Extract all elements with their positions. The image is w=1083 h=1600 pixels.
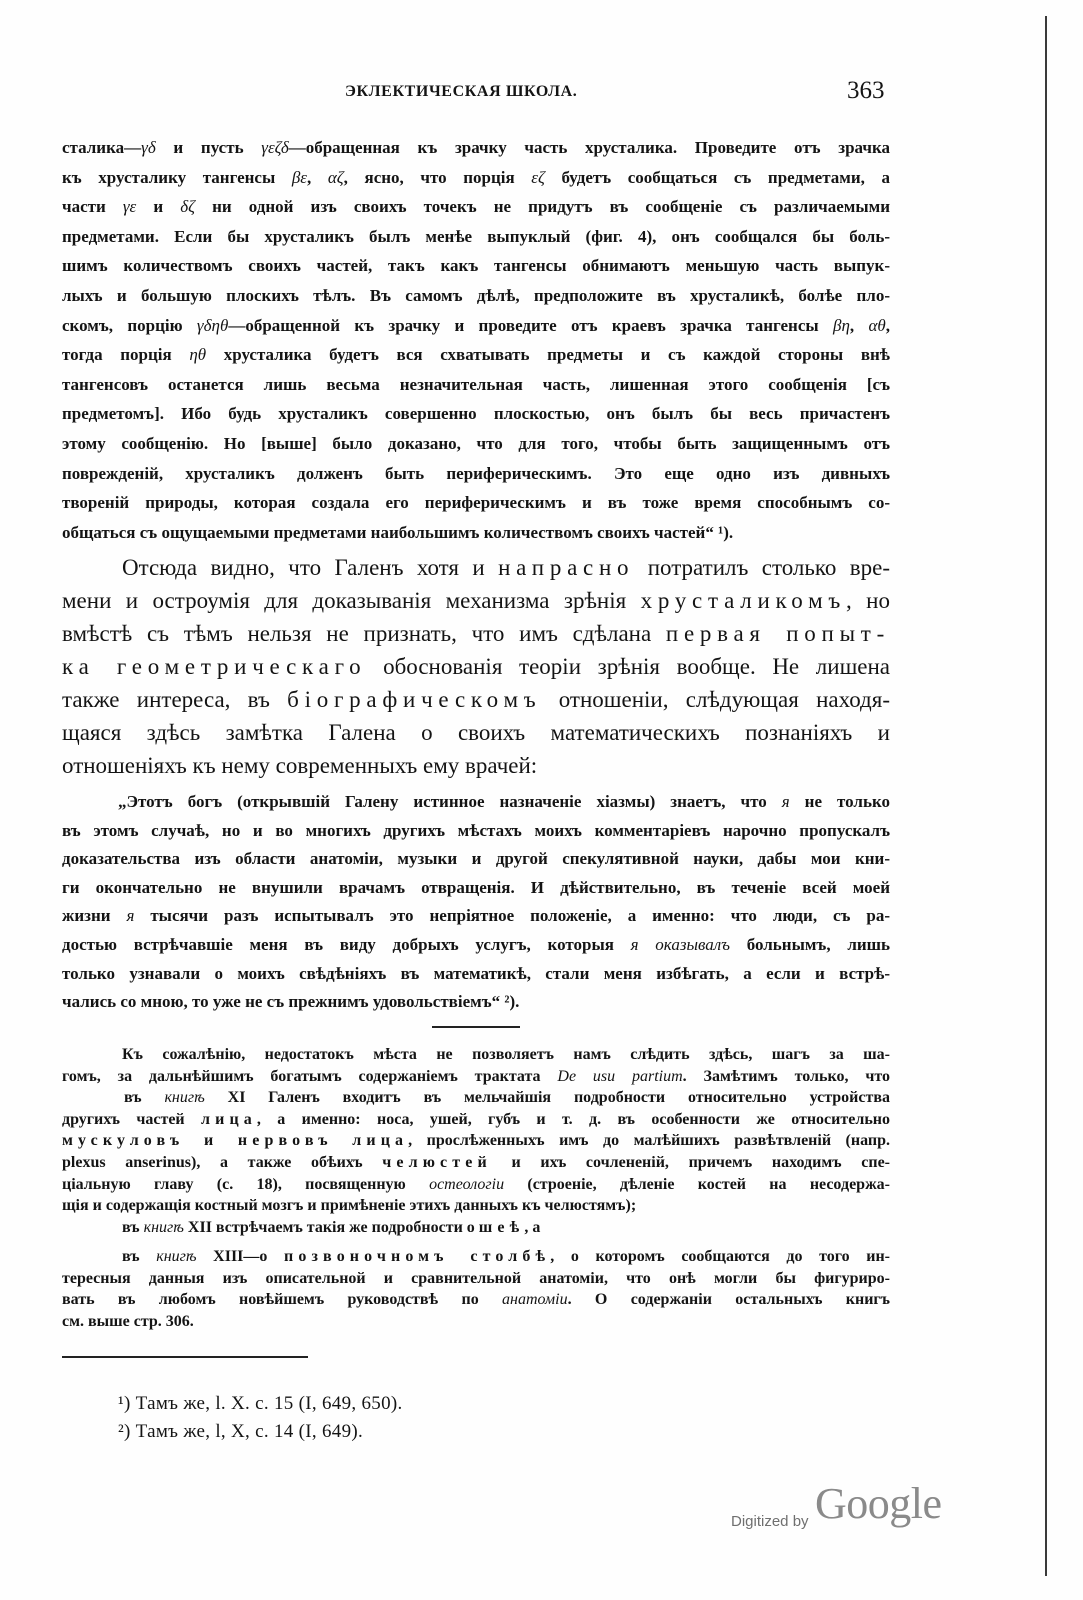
text-run: въ xyxy=(124,1089,165,1107)
spaced-emphasis: челюстей xyxy=(382,1153,492,1171)
text-run: , xyxy=(307,167,328,187)
text-run: къ хрусталику тангенсы xyxy=(62,167,292,187)
text-line xyxy=(62,788,890,817)
footnote-rule xyxy=(62,1356,308,1358)
text-run: ги окончательно не внушили врачамъ отвращенія. И дѣйствительно, въ теченіе всей моей xyxy=(62,877,890,897)
greek-symbol: δζ xyxy=(180,197,196,217)
text-run: щаяся здѣсь замѣтка Галена о своихъ математическихъ познаніяхъ и xyxy=(62,720,890,745)
text-line xyxy=(62,716,890,749)
digitized-by-label: Digitized by xyxy=(731,1513,809,1530)
text-run: этому сообщенію. Но [выше] было доказано, что для того, чтобы быть защищеннымъ отъ xyxy=(62,433,890,453)
text-run: XIII—о xyxy=(196,1248,285,1265)
spaced-emphasis: мускуловъ и нервовъ лица xyxy=(62,1132,409,1150)
text-run: другихъ частей xyxy=(62,1110,202,1128)
text-line xyxy=(62,370,890,400)
text-run: , а xyxy=(524,1219,541,1236)
text-line xyxy=(62,1311,890,1333)
text-line xyxy=(62,960,890,989)
text-run: лыхъ и большую плоскихъ тѣлъ. Въ самомъ дѣлѣ, предположите въ хрусталикѣ, болѣе пло- xyxy=(62,285,890,305)
text-line xyxy=(62,817,890,846)
italic-text: книгѣ xyxy=(156,1248,197,1265)
text-run: Отсюда видно, что Галенъ хотя и xyxy=(122,555,499,580)
text-line xyxy=(62,1152,890,1174)
text-run: щія и содержащія костный мозгъ и примѣненіе этихъ данныхъ къ челюстямъ); xyxy=(62,1197,637,1215)
text-line xyxy=(62,1246,890,1268)
text-line xyxy=(62,459,890,489)
text-run: и пусть xyxy=(155,138,262,157)
text-line xyxy=(62,1195,890,1217)
text-line xyxy=(62,281,890,311)
text-run: plexus anserinus), а также обѣихъ xyxy=(62,1153,383,1171)
text-run: отношеніи, слѣдующая находя- xyxy=(541,687,890,712)
greek-symbol: βε xyxy=(291,167,308,187)
text-run: ни одной изъ своихъ точекъ не придутъ въ сообщеніе съ различаемыми xyxy=(195,197,891,217)
text-line xyxy=(62,1130,890,1152)
text-line xyxy=(62,251,890,281)
text-line xyxy=(62,311,890,341)
text-line xyxy=(62,988,890,1017)
text-line xyxy=(62,551,890,584)
italic-text: книгѣ xyxy=(164,1089,205,1107)
text-run: хрусталика будетъ вся схватывать предметы и съ каждой стороны внѣ xyxy=(206,345,890,365)
text-line xyxy=(62,163,890,193)
text-line xyxy=(62,488,890,518)
text-run: —обращенной къ зрачку и проведите отъ краевъ зрачка тангенсы xyxy=(228,315,833,335)
text-run: . О содержаніи остальныхъ книгъ xyxy=(567,1291,891,1309)
spaced-emphasis: лица xyxy=(201,1110,257,1128)
text-line xyxy=(62,650,890,683)
text-run: твореній природы, которая создала его периферическимъ и въ тоже время способнымъ со- xyxy=(62,493,890,513)
text-line xyxy=(62,584,890,617)
text-run: достью встрѣчавшіе меня въ виду добрыхъ услугъ, которыя xyxy=(62,934,631,954)
italic-text: книгѣ xyxy=(143,1219,184,1236)
text-run: XI Галенъ входитъ въ мельчайшія подробности относительно устройства xyxy=(204,1089,890,1107)
spaced-emphasis: шеѣ xyxy=(478,1219,525,1236)
text-run: вать въ любомъ новѣйшемъ руководствѣ по xyxy=(62,1291,503,1309)
scan-edge-line xyxy=(1045,16,1047,1576)
text-run: общаться съ ощущаемыми предметами наибольшимъ количествомъ своихъ частей“ ¹). xyxy=(62,522,734,542)
text-run: , xyxy=(885,315,891,335)
text-run: будетъ сообщаться съ предметами, а xyxy=(544,167,890,187)
text-run: мени и остроумія для доказыванія механизма зрѣнія xyxy=(62,588,641,613)
text-run: . Замѣтимъ только, что xyxy=(682,1067,891,1085)
text-run: , о которомъ сообщаются до того ин- xyxy=(550,1248,891,1265)
text-run: XII встрѣчаемъ такія же подробности о xyxy=(183,1219,479,1236)
text-run: только узнавали о моихъ свѣдѣніяхъ въ математикѣ, стали меня избѣгать, а если и встрѣ- xyxy=(62,963,890,983)
text-run: тересныя данныя изъ описательной и сравнительной анатоміи, что онѣ могли бы фигуриро- xyxy=(62,1269,890,1287)
spaced-emphasis: напрасно xyxy=(498,555,635,580)
paragraph-book-xiii xyxy=(62,1246,890,1332)
text-run: тысячи разъ испытывалъ это непріятное положеніе, а именно: что люди, съ ра- xyxy=(134,906,890,926)
greek-symbol: γεζδ xyxy=(261,138,289,157)
text-line xyxy=(62,518,890,548)
text-run: потратилъ столько вре- xyxy=(634,555,890,580)
paragraph-galen-geometry xyxy=(62,551,890,782)
text-run: чались со мною, то уже не съ прежнимъ удовольствіемъ“ ²). xyxy=(62,992,520,1012)
greek-symbol: εζ xyxy=(531,167,545,187)
text-line xyxy=(62,1044,890,1066)
text-run: части xyxy=(62,197,123,217)
text-run: , прослѣженныхъ имъ до малѣйшихъ развѣтвленій (напр. xyxy=(408,1132,891,1150)
text-line xyxy=(62,1087,890,1109)
text-run: больнымъ, лишь xyxy=(729,934,890,954)
text-run: вмѣстѣ съ тѣмъ нельзя не признать, что имъ сдѣлана xyxy=(62,621,666,646)
text-run: въ xyxy=(122,1219,144,1236)
text-run: (строеніе, дѣленіе костей на несодержа- xyxy=(504,1175,890,1193)
running-head-title: ЭКЛЕКТИЧЕСКАЯ ШКОЛА. xyxy=(345,83,578,100)
paragraph-lens-quote-end xyxy=(62,133,890,547)
text-line xyxy=(62,1217,890,1239)
text-run: сталика— xyxy=(62,138,142,157)
google-logo: Google xyxy=(815,1479,942,1528)
greek-symbol: γδ xyxy=(141,138,156,157)
text-line xyxy=(62,1109,890,1131)
paragraph-book-xii xyxy=(62,1217,890,1239)
text-run: ціальную главу (с. 18), посвященную xyxy=(62,1175,430,1193)
text-run: предметами. Если бы хрусталикъ былъ менѣе выпуклый (фиг. 4), онъ сообщался бы боль- xyxy=(62,226,890,246)
footnote-1: ¹) Тамъ же, l. X. c. 15 (I, 649, 650). xyxy=(118,1393,403,1414)
paragraph-galen-math-quote xyxy=(62,788,890,1017)
footnote-2: ²) Тамъ же, l, X, c. 14 (I, 649). xyxy=(118,1421,364,1442)
text-line xyxy=(62,749,890,782)
greek-symbol: γδηθ xyxy=(196,315,229,335)
text-run: и ихъ сочлененій, причемъ находимъ спе- xyxy=(491,1153,890,1171)
text-line xyxy=(62,429,890,459)
text-run: , но xyxy=(846,588,890,613)
text-run: поврежденій, хрусталикъ долженъ быть периферическимъ. Это еще одно изъ дивныхъ xyxy=(62,463,890,483)
text-run: тангенсовъ останется лишь весьма незначительная часть, лишенная этого сообщенія [съ xyxy=(62,374,890,394)
text-run: не только xyxy=(789,792,891,811)
text-line xyxy=(62,931,890,960)
greek-symbol: αζ xyxy=(327,167,344,187)
greek-symbol: γε xyxy=(122,197,137,217)
text-run: , xyxy=(849,315,869,335)
text-line xyxy=(62,874,890,903)
text-line xyxy=(62,222,890,252)
text-line xyxy=(62,340,890,370)
text-line xyxy=(62,1268,890,1290)
text-run: —обращенная къ зрачку часть хрусталика. Проведите отъ зрачка xyxy=(288,138,891,157)
text-run: , а именно: носа, ушей, губъ и т. д. въ особенности же относительно xyxy=(256,1110,890,1128)
text-line xyxy=(62,902,890,931)
italic-text: я xyxy=(126,906,135,926)
text-line xyxy=(62,1066,890,1088)
page-number: 363 xyxy=(847,77,885,104)
text-line xyxy=(62,617,890,650)
text-run: въ xyxy=(122,1248,157,1265)
text-run: отношеніяхъ къ нему современныхъ ему врачей: xyxy=(62,753,538,778)
text-run: въ этомъ случаѣ, но и во многихъ другихъ мѣстахъ моихъ комментаріевъ нарочно пропускалъ xyxy=(62,820,890,840)
text-run: обоснованія теоріи зрѣнія вообще. Не лишена xyxy=(366,654,891,679)
text-line xyxy=(62,133,890,163)
text-run: доказательства изъ области анатоміи, музыки и другой спекулятивной науки, дабы мои кни- xyxy=(62,849,890,869)
spaced-emphasis: позвоночномъ столбѣ xyxy=(284,1248,551,1265)
spaced-emphasis: хрусталикомъ xyxy=(640,588,847,613)
text-run: шимъ количествомъ своихъ частей, такъ какъ тангенсы обнимаютъ меньшую часть выпук- xyxy=(62,256,890,276)
text-run: и xyxy=(136,197,181,217)
spaced-emphasis: первая попыт- xyxy=(665,621,890,646)
text-run: гомъ, за дальнѣйшимъ богатымъ содержаніемъ трактата xyxy=(62,1067,558,1085)
text-line xyxy=(62,683,890,716)
section-divider xyxy=(432,1026,520,1028)
text-run: „Этотъ богъ (открывшій Галену истинное назначеніе хіазмы) знаетъ, что xyxy=(118,792,782,811)
text-run: жизни xyxy=(62,906,127,926)
text-line xyxy=(62,1289,890,1311)
greek-symbol: αθ xyxy=(868,315,886,335)
greek-symbol: ηθ xyxy=(189,345,207,365)
italic-text: я xyxy=(781,792,790,811)
text-run: скомъ, порцію xyxy=(62,315,197,335)
text-run: тогда порція xyxy=(62,345,190,365)
text-line xyxy=(62,399,890,429)
text-run: предметомъ]. Ибо будь хрусталикъ совершенно плоскостью, онъ былъ бы весь причастенъ xyxy=(62,404,890,424)
text-line xyxy=(62,1174,890,1196)
spaced-emphasis: ка геометрическаго xyxy=(62,654,367,679)
text-run: также интереса, въ xyxy=(62,687,288,712)
text-run: Къ сожалѣнію, недостатокъ мѣста не позволяетъ намъ слѣдить здѣсь, шагъ за ша- xyxy=(122,1046,890,1063)
italic-text: анатоміи xyxy=(502,1291,568,1309)
greek-symbol: βη xyxy=(833,315,850,335)
paragraph-de-usu-partium xyxy=(62,1044,890,1217)
text-line xyxy=(62,845,890,874)
spaced-emphasis: біографическомъ xyxy=(287,687,542,712)
text-run: , ясно, что порція xyxy=(343,167,532,187)
italic-text: De usu partium xyxy=(557,1067,683,1085)
text-line xyxy=(62,192,890,222)
text-run: см. выше стр. 306. xyxy=(62,1312,194,1330)
italic-text: остеологіи xyxy=(429,1175,505,1193)
italic-text: я оказывалъ xyxy=(630,934,730,954)
